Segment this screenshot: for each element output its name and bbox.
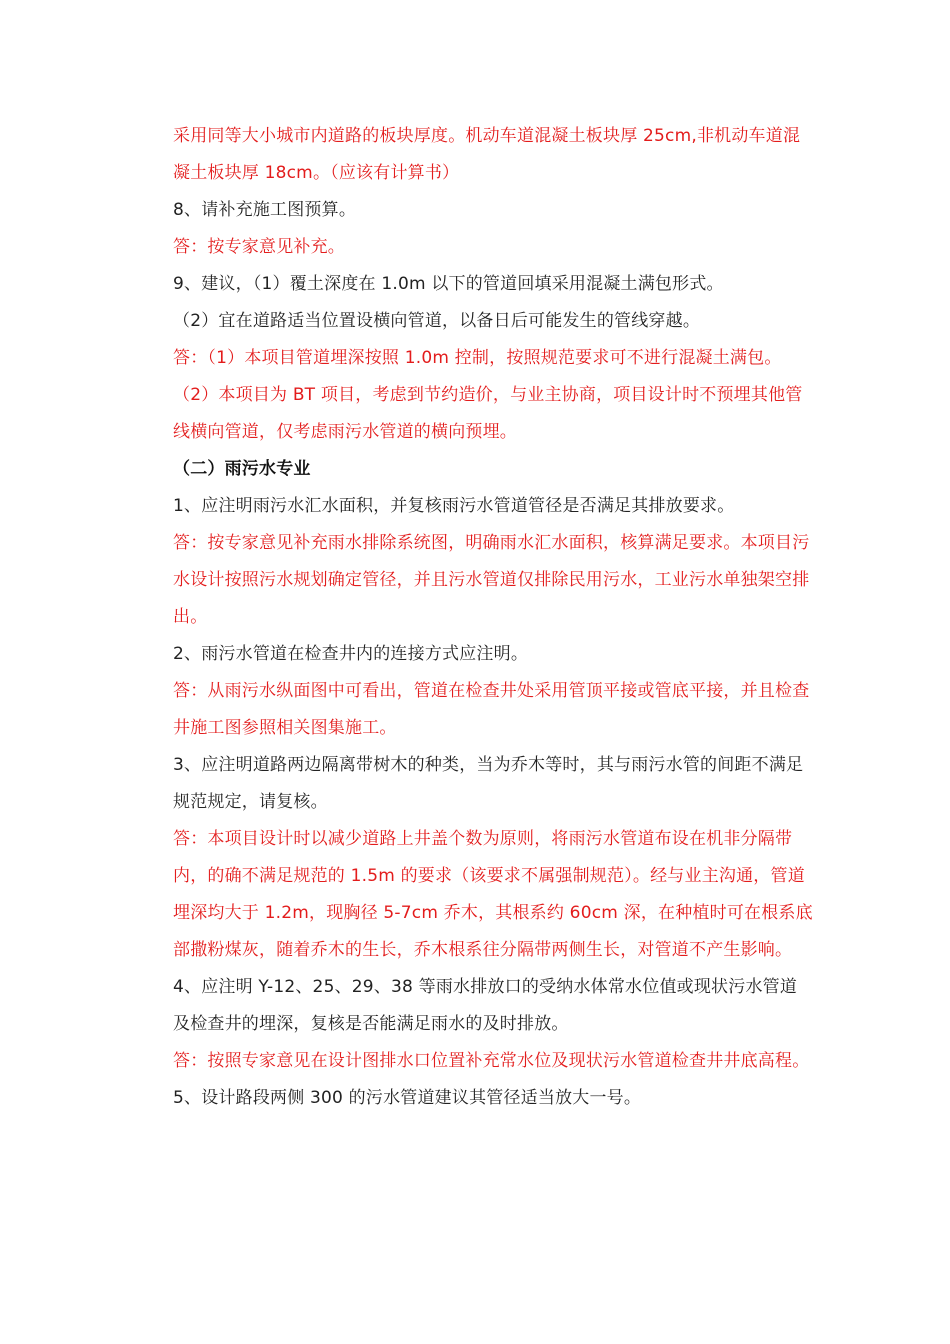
answer-paragraph: 采用同等大小城市内道路的板块厚度。机动车道混凝土板块厚 25cm,非机动车道混凝土板块厚 18cm。（应该有计算书） bbox=[173, 126, 801, 183]
answer-paragraph: 答：从雨污水纵面图中可看出，管道在检查井处采用管顶平接或管底平接，并且检查井施工图参照相关图集施工。 bbox=[173, 681, 810, 738]
answer-paragraph: 答：本项目设计时以减少道路上井盖个数为原则，将雨污水管道布设在机非分隔带内，的确不满足规范的 1.5m 的要求（该要求不属强制规范）。经与业主沟通，管道埋深均大于 1.2m，现胸径 5-7cm 乔木，其根系约 60cm 深，在种植时可在根系底部撒粉煤灰，随着乔木的生长，乔木根系往分隔带两侧生长，对管道不产生影响。 bbox=[173, 829, 813, 960]
question-paragraph: 2、雨污水管道在检查井内的连接方式应注明。 bbox=[173, 644, 529, 664]
question-paragraph: 9、建议，（1）覆土深度在 1.0m 以下的管道回填采用混凝土满包形式。 bbox=[173, 274, 724, 294]
answer-paragraph: 答：按照专家意见在设计图排水口位置补充常水位及现状污水管道检查井井底高程。 bbox=[173, 1051, 810, 1071]
answer-paragraph: 答：（1）本项目管道埋深按照 1.0m 控制，按照规范要求可不进行混凝土满包。 bbox=[173, 348, 782, 368]
question-paragraph: 1、应注明雨污水汇水面积，并复核雨污水管道管径是否满足其排放要求。 bbox=[173, 496, 735, 516]
question-paragraph: 5、设计路段两侧 300 的污水管道建议其管径适当放大一号。 bbox=[173, 1088, 642, 1108]
answer-paragraph: 答：按专家意见补充雨水排除系统图，明确雨水汇水面积，核算满足要求。本项目污水设计按照污水规划确定管径，并且污水管道仅排除民用污水，工业污水单独架空排出。 bbox=[173, 533, 810, 627]
question-paragraph: （2）宜在道路适当位置设横向管道，以备日后可能发生的管线穿越。 bbox=[173, 311, 701, 331]
document-body bbox=[173, 118, 813, 1117]
answer-paragraph: （2）本项目为 BT 项目，考虑到节约造价，与业主协商，项目设计时不预埋其他管线横向管道，仅考虑雨污水管道的横向预埋。 bbox=[173, 385, 803, 442]
answer-paragraph: 答：按专家意见补充。 bbox=[173, 237, 345, 257]
question-paragraph: 3、应注明道路两边隔离带树木的种类，当为乔木等时，其与雨污水管的间距不满足规范规定，请复核。 bbox=[173, 755, 804, 812]
section-heading: （二）雨污水专业 bbox=[173, 459, 311, 479]
question-paragraph: 4、应注明 Y-12、25、29、38 等雨水排放口的受纳水体常水位值或现状污水管道及检查井的埋深，复核是否能满足雨水的及时排放。 bbox=[173, 977, 798, 1034]
question-paragraph: 8、请补充施工图预算。 bbox=[173, 200, 357, 220]
